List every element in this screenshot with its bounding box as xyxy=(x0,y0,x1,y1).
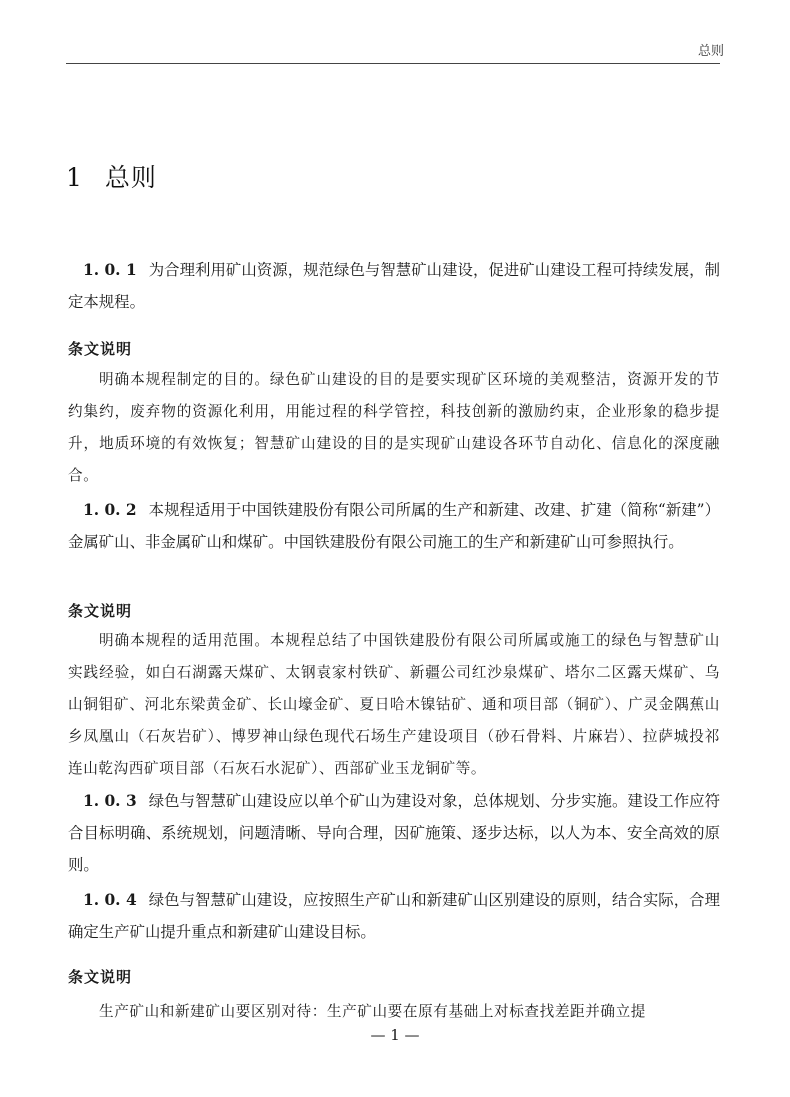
clause-1-0-4 xyxy=(68,884,720,948)
page-number: — 1 — xyxy=(370,1026,420,1044)
clause-text: 为合理利用矿山资源，规范绿色与智慧矿山建设，促进矿山建设工程可持续发展，制定本规程。 xyxy=(68,261,720,311)
explanation-heading: 条文说明 xyxy=(68,602,133,620)
header-rule xyxy=(66,63,720,64)
explanation-text: 生产矿山和新建矿山要区别对待：生产矿山要在原有基础上对标查找差距并确立提 xyxy=(99,1003,646,1020)
clause-1-0-3 xyxy=(68,785,720,881)
explanation-heading: 条文说明 xyxy=(68,968,133,986)
clause-1-0-1 xyxy=(68,254,720,318)
clause-number: 1. 0. 3 xyxy=(83,792,137,810)
clause-text: 本规程适用于中国铁建股份有限公司所属的生产和新建、改建、扩建（简称“新建”）金属矿山、非金属矿山和煤矿。中国铁建股份有限公司施工的生产和新建矿山可参照执行。 xyxy=(68,501,720,551)
clause-1-0-2 xyxy=(68,494,720,558)
chapter-title-text: 总则 xyxy=(104,163,157,192)
clause-text: 绿色与智慧矿山建设应以单个矿山为建设对象，总体规划、分步实施。建设工作应符合目标明确、系统规划，问题清晰、导向合理，因矿施策、逐步达标，以人为本、安全高效的原则。 xyxy=(68,792,720,874)
explanation-heading: 条文说明 xyxy=(68,340,133,358)
chapter-title xyxy=(66,158,157,194)
explanation-text: 明确本规程制定的目的。绿色矿山建设的目的是要实现矿区环境的美观整洁，资源开发的节约集约，废弃物的资源化利用，用能过程的科学管控，科技创新的激励约束，企业形象的稳步提升，地质环境的有效恢复；智慧矿山建设的目的是实现矿山建设各环节自动化、信息化的深度融合。 xyxy=(68,371,720,484)
clause-number: 1. 0. 1 xyxy=(83,261,137,279)
explanation-text: 明确本规程的适用范围。本规程总结了中国铁建股份有限公司所属或施工的绿色与智慧矿山实践经验，如白石湖露天煤矿、太钢袁家村铁矿、新疆公司红沙泉煤矿、塔尔二区露天煤矿、乌山铜钼矿、河北东梁黄金矿、长山壕金矿、夏日哈木镍钴矿、通和项目部（铜矿）、广灵金隅蕉山乡凤凰山（石灰岩矿）、博罗神山绿色现代石场生产建设项目（砂石骨料、片麻岩）、拉萨城投祁连山乾沟西矿项目部（石灰石水泥矿）、西部矿业玉龙铜矿等。 xyxy=(68,632,720,777)
clause-text: 绿色与智慧矿山建设，应按照生产矿山和新建矿山区别建设的原则，结合实际，合理确定生产矿山提升重点和新建矿山建设目标。 xyxy=(68,891,720,941)
clause-number: 1. 0. 4 xyxy=(83,891,137,909)
running-header: 总则 xyxy=(697,44,724,59)
clause-number: 1. 0. 2 xyxy=(83,501,137,519)
chapter-number: 1 xyxy=(66,163,83,192)
